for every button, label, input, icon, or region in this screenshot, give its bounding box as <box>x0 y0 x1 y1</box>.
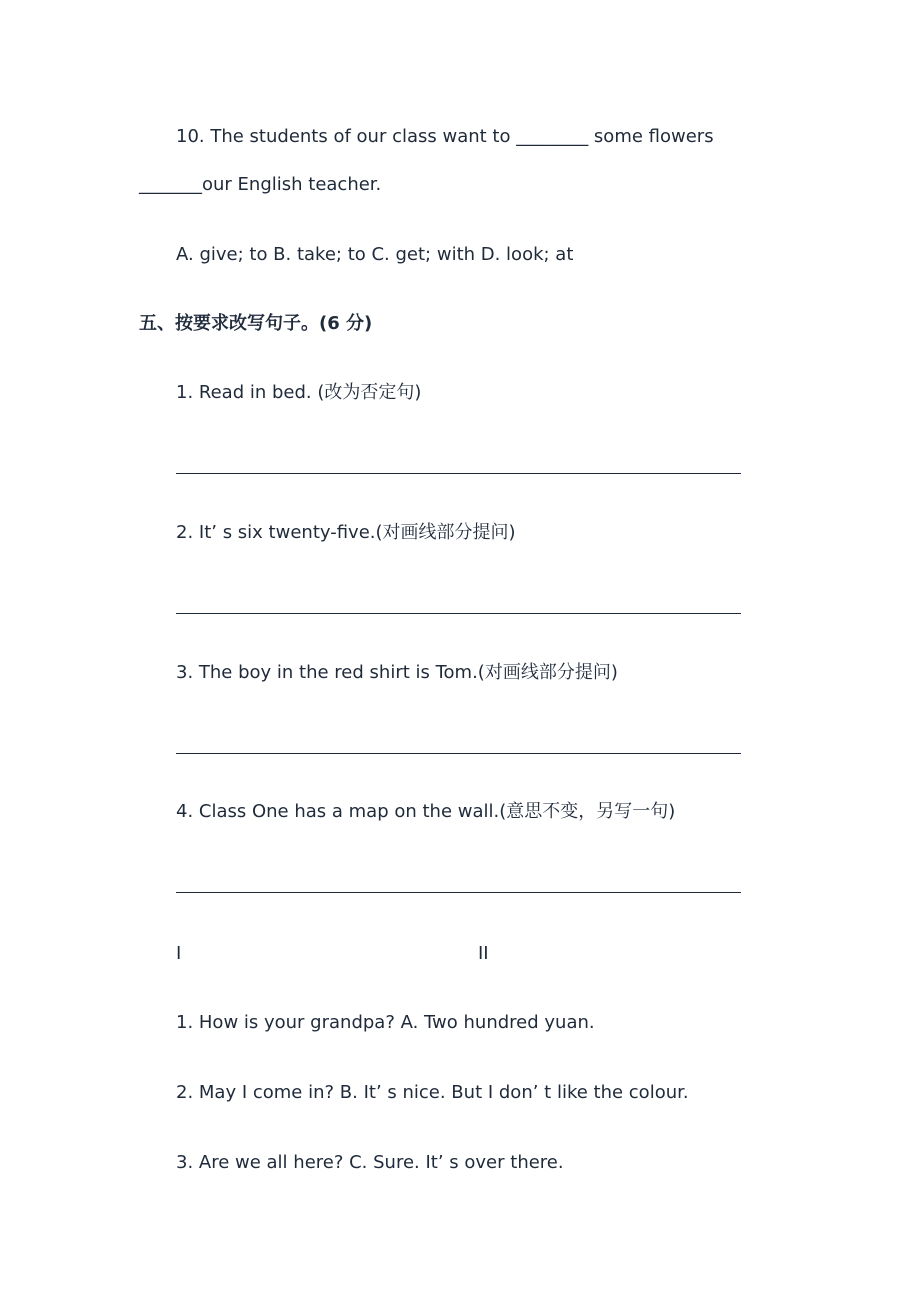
rewrite-item-2: 2. It’ s six twenty-five.(对画线部分提问) <box>176 522 516 543</box>
section-5-heading: 五、按要求改写句子。(6 分) <box>139 313 373 334</box>
matching-row-3: 3. Are we all here? C. Sure. It’ s over there. <box>176 1152 564 1173</box>
answer-line-1[interactable] <box>176 473 741 474</box>
answer-line-3[interactable] <box>176 753 741 754</box>
rewrite-item-1: 1. Read in bed. (改为否定句) <box>176 382 422 403</box>
matching-column-1-header: I <box>176 943 182 964</box>
answer-line-2[interactable] <box>176 613 741 614</box>
question-10-options: A. give; to B. take; to C. get; with D. look; at <box>176 244 574 265</box>
question-10-stem-continued: _______our English teacher. <box>139 174 382 195</box>
answer-line-4[interactable] <box>176 892 741 893</box>
rewrite-item-4: 4. Class One has a map on the wall.(意思不变，另写一句) <box>176 801 676 822</box>
matching-row-2: 2. May I come in? B. It’ s nice. But I don’ t like the colour. <box>176 1082 689 1103</box>
matching-column-2-header: II <box>478 943 489 964</box>
matching-row-1: 1. How is your grandpa? A. Two hundred yuan. <box>176 1012 595 1033</box>
rewrite-item-3: 3. The boy in the red shirt is Tom.(对画线部分提问) <box>176 662 618 683</box>
question-10-stem: 10. The students of our class want to ________ some flowers <box>176 126 714 147</box>
